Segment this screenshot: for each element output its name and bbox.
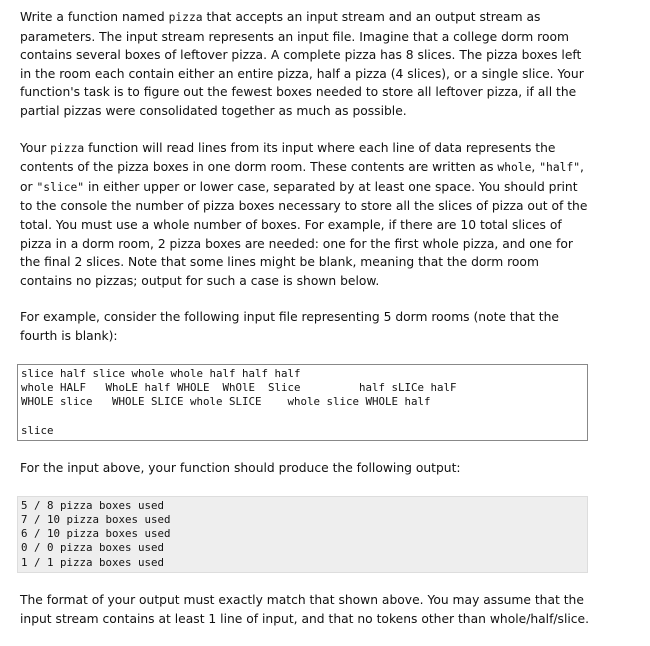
text-segment: in either upper or lower case, separated by at least one space. You should print to the console the number of pizza boxes necessary to store all the slices of pizza out of the total. You must use a whole number of boxes. For example, if there are 10 total slices of pizza in a dorm room, 2 pizza boxes are needed: one for the first whole pizza, and one for the final 2 slices. Note that some lines might be blank, meaning that the dorm room contains no pizzas; output for such a case is shown below.: [20, 179, 588, 288]
text-segment: Write a function named: [20, 10, 169, 24]
text-segment: The format of your output must exactly match that shown above. You may assume that the input stream contains at least 1 line of input, and that no tokens other than whole/half/slice.: [20, 593, 590, 626]
text-segment: , or: [20, 160, 584, 194]
text-segment: For the input above, your function should produce the following output:: [20, 460, 461, 475]
expected-output: 5 / 8 pizza boxes used 7 / 10 pizza boxes used 6 / 10 pizza boxes used 0 / 0 pizza boxes used 1 / 1 pizza boxes used: [17, 496, 588, 573]
text-segment: that accepts an input stream and an output stream as parameters. The input stream represents an input file. Imagine that a college dorm room contains several boxes of leftover pizza. A complete pizza has 8 slices. The pizza boxes left in the room each contain either an entire pizza, half a pizza (4 slices), or a single slice. Your function's task is to figure out the fewest boxes needed to store all leftover pizza, if all the partial pizzas were consolidated together as much as possible.: [20, 10, 584, 118]
inline-code: "half": [539, 161, 581, 175]
inline-code: whole: [497, 161, 532, 175]
text-segment: For example, consider the following input file representing 5 dorm rooms (note that the fourth is blank):: [20, 310, 559, 343]
inline-code: "slice": [36, 180, 85, 194]
inline-code: pizza: [168, 11, 203, 24]
inline-code: pizza: [50, 141, 85, 155]
input-format-paragraph: [20, 139, 590, 291]
example-intro-paragraph: [20, 308, 590, 345]
example-input-file: slice half slice whole whole half half half whole HALF WhoLE half WHOLE WhOlE Slice half sLICe halF WHOLE slice WHOLE SLICE whole SLICE whole slice WHOLE half slice: [17, 364, 588, 441]
text-segment: Your: [20, 140, 51, 155]
intro-paragraph: [20, 8, 590, 121]
text-segment: ,: [531, 160, 540, 175]
output-intro-paragraph: [20, 459, 590, 478]
problem-description: [20, 8, 590, 646]
text-segment: function will read lines from its input where each line of data represents the contents of the pizza boxes in one dorm room. These contents are written as: [20, 140, 556, 175]
